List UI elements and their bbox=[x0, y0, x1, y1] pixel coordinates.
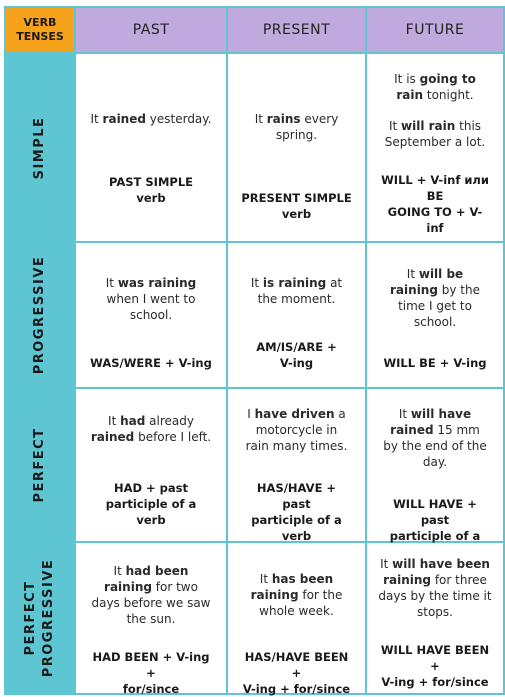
example-sentence: It is going to rain tonight. bbox=[394, 72, 476, 102]
formula-line: V-ing + for/since bbox=[381, 675, 489, 689]
corner-line-1: VERB bbox=[23, 16, 57, 29]
verb-form: will rain bbox=[401, 119, 456, 133]
example-sentence: It will be raining by the time I get to school. bbox=[390, 267, 480, 329]
table-corner-label bbox=[6, 8, 74, 52]
formula-line: V-ing + for/since bbox=[242, 682, 351, 696]
formula-line: PAST SIMPLE bbox=[108, 175, 194, 189]
verb-form: is raining bbox=[262, 276, 327, 290]
example-sentence: It has been raining for the whole week. bbox=[250, 572, 343, 618]
verb-form: going to rain bbox=[396, 72, 476, 102]
table-cell bbox=[76, 389, 226, 541]
example-sentence: I have driven a motorcycle in rain many times. bbox=[245, 407, 348, 453]
formula-line: WAS/WERE + V-ing bbox=[90, 356, 212, 370]
row-header-perfect-progressive bbox=[6, 543, 74, 693]
formula-line: WILL BE + V-ing bbox=[383, 356, 487, 370]
formula-line: verb bbox=[136, 191, 166, 205]
formula-line: HAD BEEN + V-ing + bbox=[92, 650, 210, 680]
verb-form: had bbox=[120, 414, 146, 428]
example-sentence: It had already rained before I left. bbox=[90, 414, 212, 444]
example-sentence: It will have been raining for three days by the time it stops. bbox=[378, 557, 492, 619]
table-cell bbox=[228, 389, 365, 541]
row-header-simple bbox=[6, 54, 74, 241]
table-cell bbox=[76, 54, 226, 241]
verb-tenses-table bbox=[4, 6, 505, 695]
formula-line: GOING TO + V-inf bbox=[387, 205, 483, 235]
verb-form: rained bbox=[90, 430, 135, 444]
row-label: PROGRESSIVE bbox=[41, 558, 56, 678]
verb-form: rains bbox=[266, 112, 301, 126]
formula-line: PRESENT SIMPLE bbox=[241, 191, 352, 205]
verb-form: has been raining bbox=[250, 572, 334, 602]
formula-line: WILL HAVE BEEN + bbox=[380, 643, 490, 673]
verb-form: had been raining bbox=[104, 564, 189, 594]
table-cell bbox=[76, 243, 226, 387]
verb-form: will have been raining bbox=[383, 557, 490, 587]
formula-line: participle of a verb bbox=[251, 513, 342, 543]
row-label: PERFECT bbox=[23, 580, 38, 656]
formula-line: WILL HAVE + past bbox=[393, 497, 477, 527]
column-header-present: PRESENT bbox=[228, 8, 365, 52]
table-cell bbox=[228, 243, 365, 387]
verb-form: have driven bbox=[254, 407, 335, 421]
table-cell bbox=[367, 543, 503, 693]
formula-line: participle of a verb bbox=[105, 497, 197, 527]
table-cell bbox=[228, 54, 365, 241]
example-sentence: It had been raining for two days before we saw the sun. bbox=[91, 564, 211, 626]
formula-line: for/since bbox=[122, 682, 180, 696]
example-sentence: It was raining when I went to school. bbox=[105, 276, 197, 322]
formula-line: HAS/HAVE + past bbox=[256, 481, 337, 511]
table-cell bbox=[228, 543, 365, 696]
formula-line: WILL + V-inf или BE bbox=[381, 173, 489, 203]
verb-form: was raining bbox=[117, 276, 197, 290]
formula-line: participle of a bbox=[389, 529, 481, 543]
example-sentence: It will rain this September a lot. bbox=[384, 119, 486, 149]
row-label: PROGRESSIVE bbox=[32, 255, 47, 375]
row-label: SIMPLE bbox=[32, 116, 47, 179]
verb-form: will have rained bbox=[390, 407, 472, 437]
column-header-future: FUTURE bbox=[367, 8, 503, 52]
formula-line: HAD + past bbox=[113, 481, 189, 495]
row-header-progressive bbox=[6, 243, 74, 387]
table-cell bbox=[367, 54, 503, 241]
verb-form: will be raining bbox=[390, 267, 464, 297]
example-sentence: It will have rained 15 mm by the end of the day. bbox=[383, 407, 487, 469]
corner-line-2: TENSES bbox=[16, 30, 64, 43]
example-sentence: It rained yesterday. bbox=[90, 112, 212, 126]
formula-line: HAS/HAVE BEEN + bbox=[244, 650, 349, 680]
column-header-past: PAST bbox=[76, 8, 226, 52]
formula-line: AM/IS/ARE + V-ing bbox=[256, 340, 337, 370]
row-header-perfect bbox=[6, 389, 74, 541]
example-sentence: It rains every spring. bbox=[254, 112, 339, 142]
table-cell bbox=[367, 389, 503, 541]
table-cell bbox=[76, 543, 226, 696]
verb-form: rained bbox=[102, 112, 146, 126]
formula-line: verb bbox=[281, 207, 312, 221]
row-label: PERFECT bbox=[32, 427, 47, 503]
example-sentence: It is raining at the moment. bbox=[250, 276, 343, 306]
table-cell bbox=[367, 243, 503, 387]
